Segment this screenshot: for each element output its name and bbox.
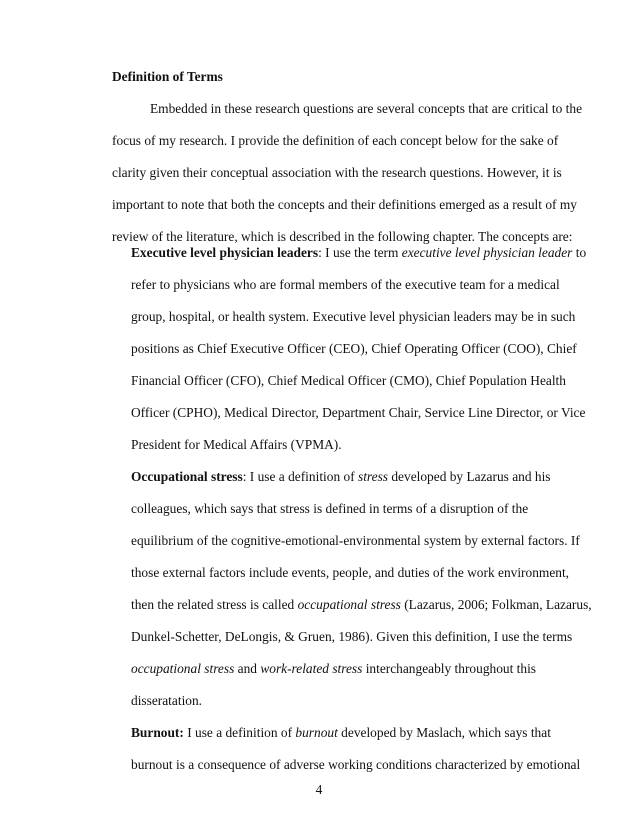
burn-text: I use a definition of	[183, 725, 296, 740]
section-heading: Definition of Terms	[112, 69, 223, 84]
intro-line-2: focus of my research. I provide the definition of each concept below for the sake of	[112, 133, 559, 148]
occ-line-6: Dunkel-Schetter, DeLongis, & Gruen, 1986). Given this definition, I use the terms	[131, 629, 573, 644]
occ-line-2: colleagues, which says that stress is defined in terms of a disruption of the	[131, 501, 529, 516]
burn-line-2: burnout is a consequence of adverse working conditions characterized by emotional	[131, 757, 581, 772]
burn-line-1	[131, 725, 551, 741]
occ-italic: work-related stress	[260, 661, 363, 676]
occ-italic: occupational stress	[131, 661, 235, 676]
exec-text: to	[572, 245, 587, 260]
occ-line-8: disseratation.	[131, 693, 203, 708]
occ-term-italic: stress	[358, 469, 389, 484]
burn-term-italic: burnout	[295, 725, 338, 740]
exec-text: : I use the term	[318, 245, 402, 260]
occ-line-4: those external factors include events, people, and duties of the work environment,	[131, 565, 570, 580]
intro-line-3: clarity given their conceptual association with the research questions. However, it is	[112, 165, 562, 180]
page-number: 4	[315, 782, 323, 797]
intro-line-4: important to note that both the concepts and their definitions emerged as a result of my	[112, 197, 577, 212]
occ-line-7	[131, 661, 536, 677]
occ-text: : I use a definition of	[242, 469, 358, 484]
exec-term-italic: executive level physician leader	[401, 245, 573, 260]
occ-text: then the related stress is called	[131, 597, 298, 612]
term-burnout: Burnout:	[131, 725, 184, 740]
occ-line-3: equilibrium of the cognitive-emotional-environmental system by external factors. If	[131, 533, 580, 548]
occ-line-1	[131, 469, 551, 485]
exec-line-6: Officer (CPHO), Medical Director, Department Chair, Service Line Director, or Vice	[131, 405, 586, 420]
term-executive-leaders: Executive level physician leaders	[131, 245, 319, 260]
intro-line-1: Embedded in these research questions are several concepts that are critical to the	[150, 101, 583, 116]
occ-text: and	[234, 661, 261, 676]
burn-text: developed by Maslach, which says that	[337, 725, 551, 740]
occ-line-5	[131, 597, 592, 613]
occ-text: developed by Lazarus and his	[388, 469, 551, 484]
exec-line-4: positions as Chief Executive Officer (CEO), Chief Operating Officer (COO), Chief	[131, 341, 577, 356]
occ-text: (Lazarus, 2006; Folkman, Lazarus,	[400, 597, 592, 612]
exec-line-7: President for Medical Affairs (VPMA).	[131, 437, 342, 452]
exec-line-1	[131, 245, 586, 261]
exec-line-5: Financial Officer (CFO), Chief Medical Officer (CMO), Chief Population Health	[131, 373, 566, 388]
occ-text: interchangeably throughout this	[362, 661, 537, 676]
exec-line-3: group, hospital, or health system. Executive level physician leaders may be in such	[131, 309, 576, 324]
occ-italic: occupational stress	[297, 597, 401, 612]
term-occupational-stress: Occupational stress	[131, 469, 243, 484]
intro-line-5: review of the literature, which is described in the following chapter. The concepts are:	[112, 229, 573, 244]
exec-line-2: refer to physicians who are formal members of the executive team for a medical	[131, 277, 560, 292]
